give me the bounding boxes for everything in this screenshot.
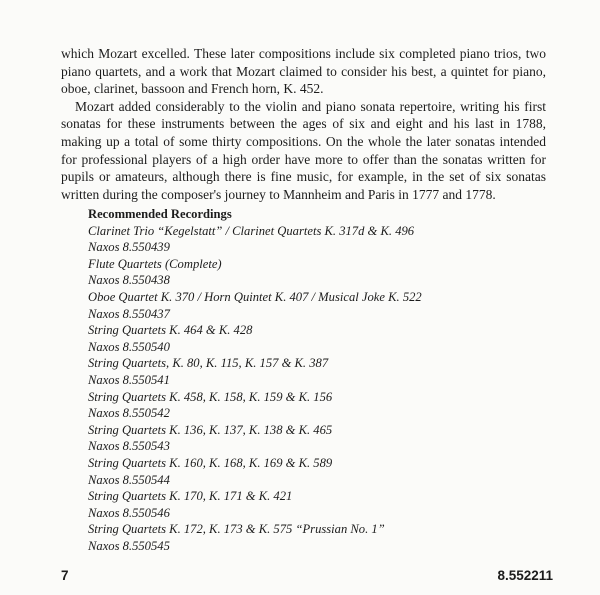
paragraph-2: Mozart added considerably to the violin and piano sonata repertoire, writing his first sonatas for these instruments between the ages of six and eight and his last in 1788, making up a total of some thirty compositions. On the whole the later sonatas intended for professional players of a high order have more to offer than the sonatas written for pupils or amateurs, although there is fine music, for example, in the set of six sonatas written during the composer's journey to Mannheim and Paris in 1777 and 1778. [61,98,546,202]
recording-title: String Quartets K. 172, K. 173 & K. 575 “Prussian No. 1” [88,522,385,537]
recording-item [88,422,518,455]
paragraph-1: which Mozart excelled. These later compositions include six completed piano trios, two piano quartets, and a work that Mozart claimed to consider his best, a quintet for piano, oboe, clarinet, bassoon and French horn, K. 452. [61,46,546,97]
recording-title: String Quartets K. 160, K. 168, K. 169 & K. 589 [88,455,333,470]
recording-catalog: Naxos 8.550439 [88,240,170,255]
recording-catalog: Naxos 8.550541 [88,372,170,387]
recording-item [88,455,518,488]
recording-catalog: Naxos 8.550438 [88,273,170,288]
page-number: 7 [61,568,69,583]
body-text [61,45,546,203]
catalog-number: 8.552211 [497,568,553,583]
recordings-heading: Recommended Recordings [88,207,232,221]
recording-item [88,488,518,521]
recording-title: String Quartets K. 464 & K. 428 [88,323,253,338]
recording-catalog: Naxos 8.550540 [88,339,170,354]
recording-catalog: Naxos 8.550542 [88,406,170,421]
recording-item [88,223,518,256]
recording-catalog: Naxos 8.550544 [88,472,170,487]
recording-item [88,521,518,554]
recording-item [88,256,518,289]
recording-title: String Quartets K. 170, K. 171 & K. 421 [88,489,293,504]
recording-title: Oboe Quartet K. 370 / Horn Quintet K. 407 / Musical Joke K. 522 [88,289,422,304]
recording-title: String Quartets K. 136, K. 137, K. 138 & K. 465 [88,422,333,437]
recording-catalog: Naxos 8.550545 [88,538,170,553]
recording-catalog: Naxos 8.550543 [88,439,170,454]
recording-item [88,322,518,355]
recording-item [88,355,518,388]
recording-title: Flute Quartets (Complete) [88,256,222,271]
recording-title: String Quartets, K. 80, K. 115, K. 157 & K. 387 [88,356,329,371]
recording-item [88,289,518,322]
recording-item [88,389,518,422]
recommended-recordings [88,206,518,554]
recording-catalog: Naxos 8.550546 [88,505,170,520]
recording-title: String Quartets K. 458, K. 158, K. 159 & K. 156 [88,389,333,404]
recording-catalog: Naxos 8.550437 [88,306,170,321]
recording-title: Clarinet Trio “Kegelstatt” / Clarinet Quartets K. 317d & K. 496 [88,223,415,238]
